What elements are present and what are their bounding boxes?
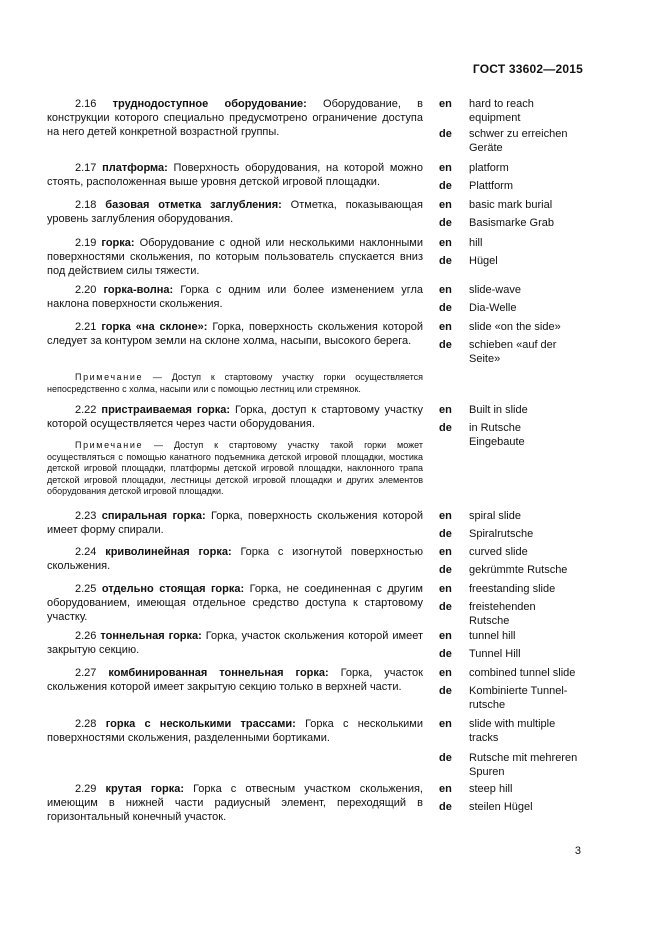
note xyxy=(47,440,423,498)
term-translations: en tunnel hill de Tunnel Hill xyxy=(439,630,521,660)
note-label: Примечание xyxy=(75,440,144,450)
term-definition: 2.20 горка-волна: Горка с одним или более изменением угла наклона поверхности скольжения. xyxy=(47,284,423,310)
term-translations: en spiral slide de Spiralrutsche xyxy=(439,510,534,540)
term-definition: 2.23 спиральная горка: Горка, поверхность скольжения которой имеет форму спирали. xyxy=(47,510,423,536)
note xyxy=(47,372,423,395)
term-translations: en hill de Hügel xyxy=(439,237,498,267)
term-translations: en slide-wave de Dia-Welle xyxy=(439,284,521,314)
term-definition: 2.21 горка «на склоне»: Горка, поверхность скольжения которой следует за контуром земли на склоне холма, насыпи, высокого берега. xyxy=(47,321,423,347)
note-text: — Доступ к стартовому участку такой горки может осуществляться с помощью канатного подъемника детской игровой площадки, мостика детской игровой площадки, платформы детской игровой площадки, наклонного трапа детской игровой площадки, лестницы детской игровой площадки и других элементов оборудования детской игровой площадки. xyxy=(47,440,423,496)
term-definition: 2.24 криволинейная горка: Горка с изогнутой поверхностью скольжения. xyxy=(47,546,423,572)
term-definition: 2.27 комбинированная тоннельная горка: Горка, участок скольжения которой имеет закрытую секцию только в верхней части. xyxy=(47,667,423,693)
term-definition: 2.22 пристраиваемая горка: Горка, доступ к стартовому участку которой осуществляется через части оборудования. xyxy=(47,404,423,430)
term-definition: 2.29 крутая горка: Горка с отвесным участком скольжения, имеющим в нижней части радиусный элемент, переходящий в горизонтальный конечный участок. xyxy=(47,783,423,823)
page-number: 3 xyxy=(574,845,581,857)
term-translations: en hard to reach equipment de schwer zu erreichen Geräte xyxy=(439,98,568,154)
term-definition: 2.26 тоннельная горка: Горка, участок скольжения которой имеет закрытую секцию. xyxy=(47,630,423,656)
term-definition: 2.28 горка с несколькими трассами: Горка с несколькими поверхностями скольжения, разделенными бортиками. xyxy=(47,718,424,744)
term-translations: en platform de Plattform xyxy=(439,162,514,192)
term-translations: en Built in slide de in Rutsche Eingebaute xyxy=(439,404,528,448)
term-definition: 2.17 платформа: Поверхность оборудования, на которой можно стоять, расположенная выше уровня детской игровой площадки. xyxy=(47,162,423,188)
term-definition: 2.25 отдельно стоящая горка: Горка, не соединенная с другим оборудованием, имеющая отдельное средство доступа к стартовому участку. xyxy=(47,583,423,623)
term-translations: en slide with multiple tracks de Rutsche mit mehreren Spuren xyxy=(439,718,578,778)
note-text: — Доступ к стартовому участку горки осуществляется непосредственно с холма, насыпи или с помощью лестниц или стремянок. xyxy=(47,372,423,394)
note-label: Примечание xyxy=(75,372,144,382)
term-definition: 2.16 труднодоступное оборудование: Оборудование, в конструкции которого специально предусмотрено ограничение доступа на него детей конкретной возрастной группы. xyxy=(47,98,423,138)
standard-header: ГОСТ 33602—2015 xyxy=(472,62,583,76)
term-definition: 2.18 базовая отметка заглубления: Отметка, показывающая уровень заглубления оборудования. xyxy=(47,199,423,225)
term-translations: en curved slide de gekrümmte Rutsche xyxy=(439,546,568,576)
term-translations: en slide «on the side» de schieben «auf der Seite» xyxy=(439,321,561,365)
term-translations: en freestanding slide de freistehenden Rutsche xyxy=(439,583,556,627)
term-definition: 2.19 горка: Оборудование с одной или несколькими наклонными поверхностями скольжения, по которым пользователь спускается вниз под действием силы тяжести. xyxy=(47,237,423,277)
term-translations: en steep hill de steilen Hügel xyxy=(439,783,533,813)
term-translations: en basic mark burial de Basismarke Grab xyxy=(439,199,554,229)
term-translations: en combined tunnel slide de Kombinierte Tunnel-rutsche xyxy=(439,667,576,711)
